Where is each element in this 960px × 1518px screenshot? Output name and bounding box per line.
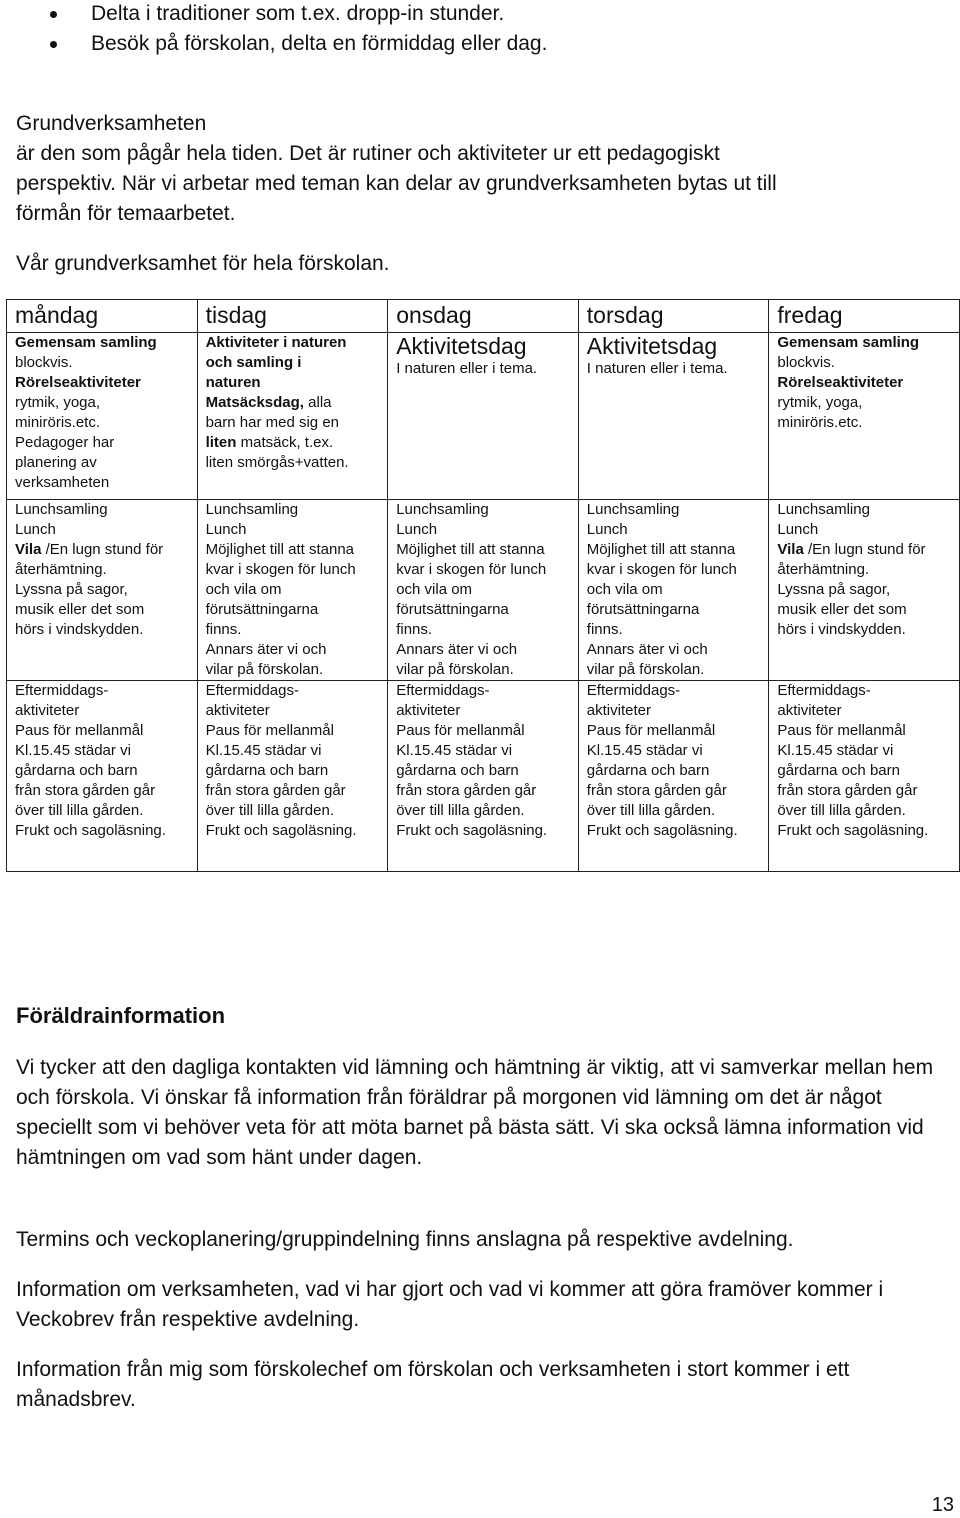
cell-text: rytmik, yoga, miniröris.etc. <box>777 394 863 431</box>
cell-text: Rörelseaktiviteter <box>777 374 904 391</box>
section-title: Föräldrainformation <box>16 1003 226 1028</box>
cell-text: Lunchsamling Lunch <box>205 501 299 538</box>
cell-text: matsäck, t.ex. liten smörgås+vatten. <box>205 434 349 471</box>
cell-text: Gemensam samling <box>777 334 920 351</box>
cell-wednesday-morning <box>388 333 579 500</box>
intro-line: förmån för temaarbetet. <box>16 202 236 225</box>
list-item-text: Delta i traditioner som t.ex. dropp-in stunder. <box>91 2 505 25</box>
day-header-thursday: torsdag <box>578 300 769 333</box>
table-row <box>7 333 960 500</box>
cell-text: Möjlighet till att stanna kvar i skogen för lunch och vila om förutsättningarna finns. Annars äter vi och vilar på förskolan. <box>396 541 547 678</box>
cell-text: Lunchsamling Lunch <box>15 501 108 538</box>
cell-monday-morning <box>7 333 198 500</box>
cell-wednesday-afternoon: Eftermiddags- aktiviteter Paus för mellanmål Kl.15.45 städar vi gårdarna och barn från stora gården går över till lilla gården. Frukt och sagoläsning. <box>388 681 579 872</box>
day-header-friday: fredag <box>769 300 960 333</box>
cell-tuesday-afternoon: Eftermiddags- aktiviteter Paus för mellanmål Kl.15.45 städar vi gårdarna och barn från stora gården går över till lilla gården. Frukt och sagoläsning. <box>197 681 388 872</box>
cell-text: Lunchsamling Lunch <box>586 501 680 538</box>
cell-text: Rörelseaktiviteter <box>15 374 141 391</box>
table-row <box>7 500 960 681</box>
paragraph: Termins och veckoplanering/gruppindelning finns anslagna på respektive avdelning. <box>16 1228 794 1251</box>
day-header-monday: måndag <box>7 300 198 333</box>
intro-line: perspektiv. När vi arbetar med teman kan delar av grundverksamheten bytas ut till <box>16 172 777 195</box>
paragraph: Information om verksamheten, vad vi har gjort och vad vi kommer att göra framöver kommer i Veckobrev från respektive avdelning. <box>16 1278 884 1331</box>
day-header-row <box>7 300 960 333</box>
intro-subheading: Vår grundverksamhet för hela förskolan. <box>16 252 390 275</box>
cell-text: Möjlighet till att stanna kvar i skogen för lunch och vila om förutsättningarna finns. Annars äter vi och vilar på förskolan. <box>205 541 356 678</box>
cell-text: I naturen eller i tema. <box>586 360 728 377</box>
paragraph: Information från mig som förskolechef om förskolan och verksamheten i stort kommer i ett månadsbrev. <box>16 1358 850 1411</box>
cell-text: Vila <box>777 541 804 558</box>
cell-text: I naturen eller i tema. <box>396 360 538 377</box>
cell-title: Aktivitetsdag <box>396 333 527 359</box>
intro-line: Grundverksamheten <box>16 112 207 135</box>
bullet-icon <box>50 41 57 48</box>
cell-text: liten <box>205 434 237 451</box>
cell-text: Matsäcksdag, <box>205 394 304 411</box>
cell-wednesday-lunch <box>388 500 579 681</box>
list-item-text: Besök på förskolan, delta en förmiddag eller dag. <box>91 32 548 55</box>
day-header-tuesday: tisdag <box>197 300 388 333</box>
cell-monday-afternoon: Eftermiddags- aktiviteter Paus för mellanmål Kl.15.45 städar vi gårdarna och barn från stora gården går över till lilla gården. Frukt och sagoläsning. <box>7 681 198 872</box>
table-row <box>7 681 960 872</box>
cell-tuesday-morning <box>197 333 388 500</box>
cell-text: Lunchsamling Lunch <box>777 501 870 538</box>
cell-text: Vila <box>15 541 42 558</box>
cell-text: /En lugn stund för återhämtning. Lyssna på sagor, musik eller det som hörs i vindskydden. <box>777 541 926 638</box>
bullet-icon <box>50 11 57 18</box>
cell-text: alla barn har med sig en <box>205 394 340 431</box>
cell-text: /En lugn stund för återhämtning. Lyssna på sagor, musik eller det som hörs i vindskydden. <box>15 541 164 638</box>
day-header-wednesday: onsdag <box>388 300 579 333</box>
cell-text: Gemensam samling <box>15 334 157 351</box>
cell-thursday-morning <box>578 333 769 500</box>
cell-thursday-lunch <box>578 500 769 681</box>
cell-text: Lunchsamling Lunch <box>396 501 489 538</box>
cell-text: Möjlighet till att stanna kvar i skogen för lunch och vila om förutsättningarna finns. Annars äter vi och vilar på förskolan. <box>586 541 737 678</box>
cell-text: blockvis. <box>15 354 73 371</box>
cell-friday-lunch <box>769 500 960 681</box>
paragraph: Vi tycker att den dagliga kontakten vid lämning och hämtning är viktig, att vi samverkar mellan hem och förskola. Vi önskar få information från föräldrar på morgonen vid lämning om det är något speciellt som vi behöver veta för att möta barnet på bästa sätt. Vi ska också lämna information vid hämtningen om vad som hänt under dagen. <box>16 1056 934 1169</box>
cell-friday-afternoon: Eftermiddags- aktiviteter Paus för mellanmål Kl.15.45 städar vi gårdarna och barn från stora gården går över till lilla gården. Frukt och sagoläsning. <box>769 681 960 872</box>
cell-tuesday-lunch <box>197 500 388 681</box>
cell-text: blockvis. <box>777 354 835 371</box>
intro-line: är den som pågår hela tiden. Det är rutiner och aktiviteter ur ett pedagogiskt <box>16 142 720 165</box>
cell-text: rytmik, yoga, miniröris.etc. Pedagoger har planering av verksamheten <box>15 394 115 491</box>
schedule-table <box>6 299 960 872</box>
page-number: 13 <box>931 1494 954 1516</box>
cell-monday-lunch <box>7 500 198 681</box>
cell-text: Aktiviteter i naturen och samling i naturen <box>205 334 347 391</box>
cell-friday-morning <box>769 333 960 500</box>
cell-thursday-afternoon: Eftermiddags- aktiviteter Paus för mellanmål Kl.15.45 städar vi gårdarna och barn från stora gården går över till lilla gården. Frukt och sagoläsning. <box>578 681 769 872</box>
cell-title: Aktivitetsdag <box>586 333 718 359</box>
